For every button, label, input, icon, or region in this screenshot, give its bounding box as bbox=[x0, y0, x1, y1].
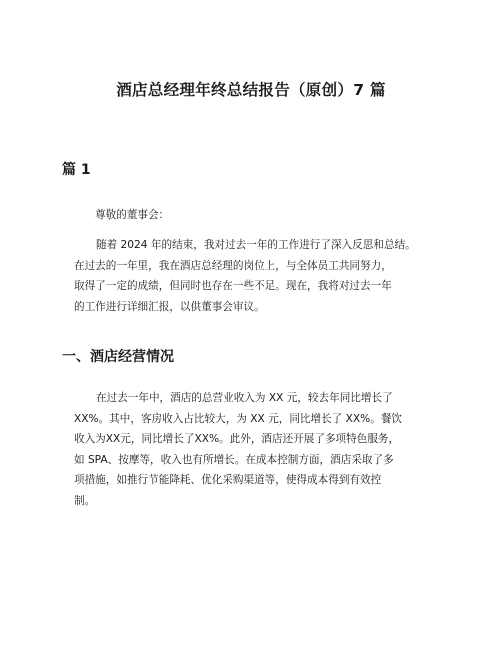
section-line: 如 SPA、按摩等，收入也有所增长。在成本控制方面，酒店采取了多 bbox=[74, 453, 394, 466]
document-title: 酒店总经理年终总结报告（原创）7 篇 bbox=[116, 81, 386, 99]
section-line: XX%。其中，客房收入占比较大，为 XX 元，同比增长了 XX%。餐饮 bbox=[74, 412, 403, 425]
salutation: 尊敬的董事会： bbox=[95, 209, 170, 221]
intro-line: 的工作进行详细汇报，以供董事会审议。 bbox=[74, 300, 265, 313]
section-paragraph bbox=[74, 388, 402, 511]
section-line: 收入为XX元，同比增长了XX%。此外，酒店还开展了多项特色服务， bbox=[74, 433, 400, 445]
section-heading: 一、酒店经营情况 bbox=[62, 349, 174, 365]
section-line: 在过去一年中，酒店的总营业收入为 XX 元，较去年同比增长了 bbox=[96, 392, 393, 404]
intro-line: 随着 2024 年的结束，我对过去一年的工作进行了深入反思和总结。 bbox=[96, 239, 416, 251]
section-line: 制。 bbox=[74, 494, 96, 507]
section-line: 项措施，如推行节能降耗、优化采购渠道等，使得成本得到有效控 bbox=[74, 474, 382, 486]
article-heading: 篇 1 bbox=[62, 162, 91, 178]
intro-line: 取得了一定的成绩，但同时也存在一些不足。现在，我将对过去一年 bbox=[74, 280, 392, 292]
intro-line: 在过去的一年里，我在酒店总经理的岗位上，与全体员工共同努力， bbox=[74, 259, 392, 272]
intro-paragraph bbox=[74, 235, 416, 317]
